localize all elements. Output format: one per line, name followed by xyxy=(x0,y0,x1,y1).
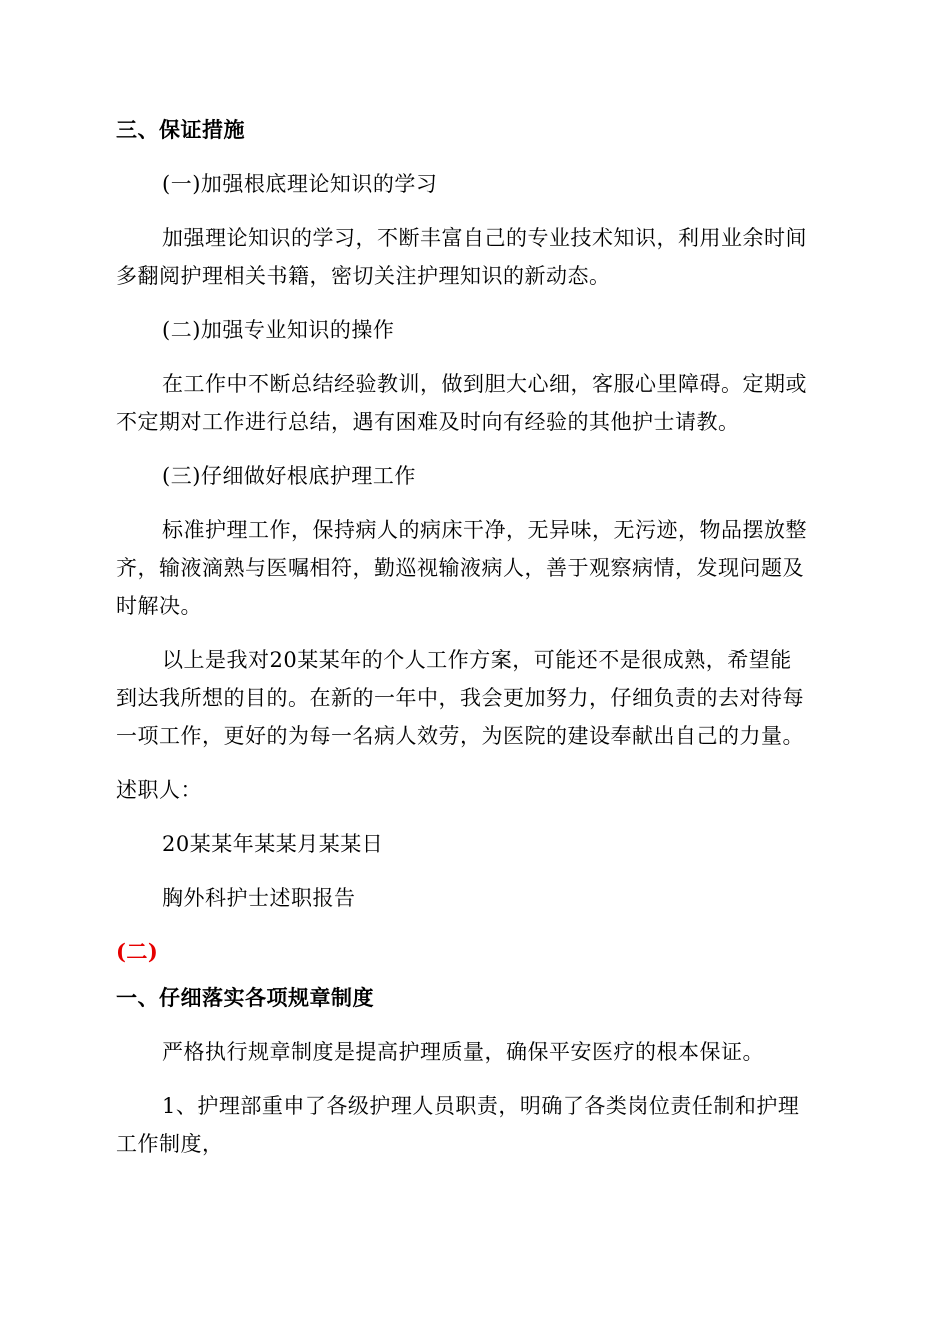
subsection-title-1: (一)加强根底理论知识的学习 xyxy=(162,172,438,196)
paragraph-line: 以上是我对20某某年的个人工作方案，可能还不是很成熟，希望能 xyxy=(162,648,792,672)
report-title: 胸外科护士述职报告 xyxy=(162,886,356,910)
paragraph-line: 多翻阅护理相关书籍，密切关注护理知识的新动态。 xyxy=(116,264,611,288)
paragraph-line: 工作制度， xyxy=(116,1132,224,1156)
date-line: 20某某年某某月某某日 xyxy=(162,832,384,856)
part-marker: (二) xyxy=(116,939,159,964)
paragraph-line: 严格执行规章制度是提高护理质量，确保平安医疗的根本保证。 xyxy=(162,1040,764,1064)
paragraph-line: 在工作中不断总结经验教训，做到胆大心细，客服心里障碍。定期或 xyxy=(162,372,807,396)
paragraph-line: 标准护理工作，保持病人的病床干净，无异味，无污迹，物品摆放整 xyxy=(162,518,807,542)
paragraph-line: 齐，输液滴熟与医嘱相符，勤巡视输液病人，善于观察病情，发现问题及 xyxy=(116,556,804,580)
paragraph-line: 1、护理部重申了各级护理人员职责，明确了各类岗位责任制和护理 xyxy=(162,1094,800,1118)
paragraph-line: 加强理论知识的学习，不断丰富自己的专业技术知识，利用业余时间 xyxy=(162,226,807,250)
paragraph-line: 时解决。 xyxy=(116,594,202,618)
section-heading: 三、保证措施 xyxy=(116,117,245,142)
paragraph-line: 到达我所想的目的。在新的一年中，我会更加努力，仔细负责的去对待每 xyxy=(116,686,804,710)
section-heading: 一、仔细落实各项规章制度 xyxy=(116,985,374,1010)
paragraph-line: 一项工作，更好的为每一名病人效劳，为医院的建设奉献出自己的力量。 xyxy=(116,724,804,748)
subsection-title-2: (二)加强专业知识的操作 xyxy=(162,318,395,342)
paragraph-line: 不定期对工作进行总结，遇有困难及时向有经验的其他护士请教。 xyxy=(116,410,740,434)
signature-label: 述职人： xyxy=(116,778,202,802)
subsection-title-3: (三)仔细做好根底护理工作 xyxy=(162,464,416,488)
